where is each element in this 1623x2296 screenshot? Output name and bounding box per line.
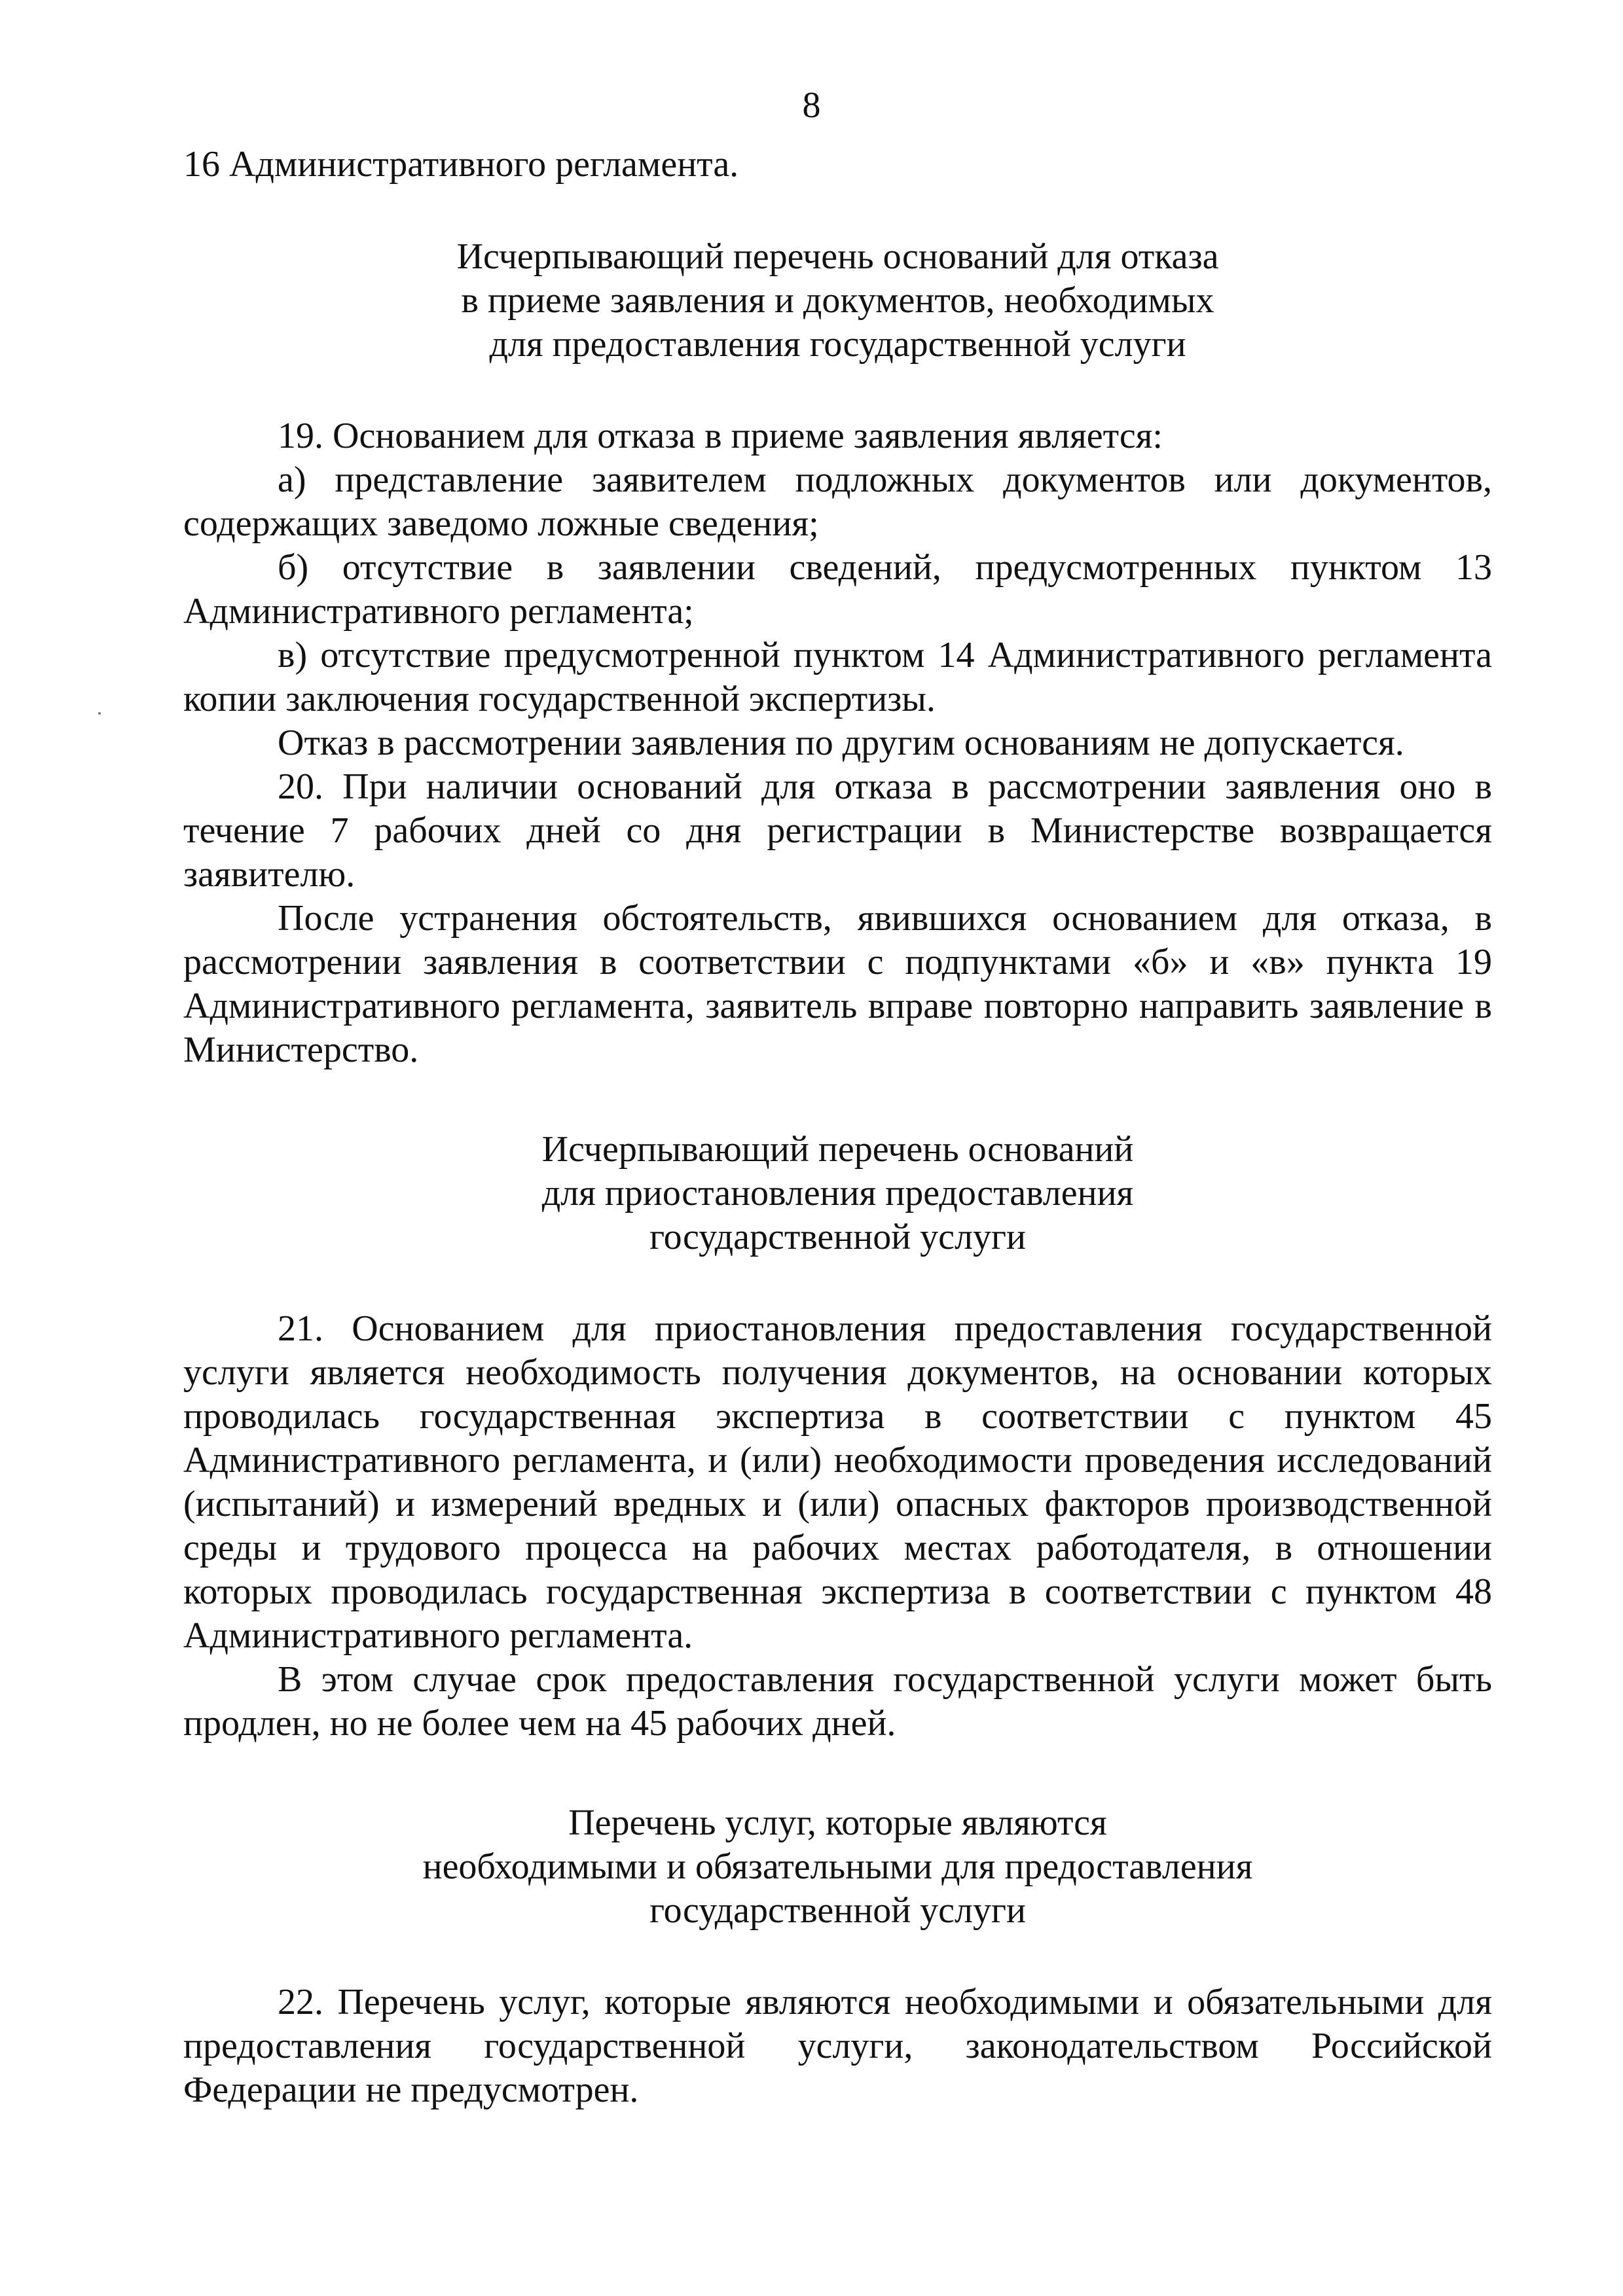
heading-line: в приеме заявления и документов, необходимых: [461, 280, 1214, 321]
paragraph-19-note: Отказ в рассмотрении заявления по другим основаниям не допускается.: [278, 723, 1404, 763]
heading-line: для предоставления государственной услуги: [489, 324, 1186, 365]
heading-line: Исчерпывающий перечень оснований для отказа: [456, 236, 1219, 277]
page-number: 8: [802, 85, 821, 126]
paragraph-19-intro: 19. Основанием для отказа в приеме заявления является:: [278, 416, 1163, 456]
section-heading-services: [183, 1801, 1492, 1933]
paragraph-19-b: б) отсутствие в заявлении сведений, предусмотренных пунктом 13 Административного регламента;: [183, 547, 1492, 632]
scan-speck: [98, 712, 101, 715]
paragraph-21-term: В этом случае срок предоставления государственной услуги может быть продлен, но не более чем на 45 рабочих дней.: [183, 1659, 1492, 1744]
heading-line: государственной услуги: [649, 1217, 1026, 1257]
heading-line: для приостановления предоставления: [541, 1173, 1134, 1213]
heading-line: Исчерпывающий перечень оснований: [541, 1129, 1134, 1170]
continuation-line: 16 Административного регламента.: [183, 144, 739, 185]
heading-line: государственной услуги: [649, 1890, 1026, 1931]
section-heading-suspension: [183, 1128, 1492, 1259]
paragraph-21: 21. Основанием для приостановления предоставления государственной услуги является необходимость получения документов, на основании которых проводилась государственная экспертиза в соответствии с пунктом 45 Административного регламента, и (или) необходимости проведения исследований (испытаний) и измерений вредных и (или) опасных факторов производственной среды и трудового процесса на рабочих местах работодателя, в отношении которых проводилась государственная экспертиза в соответствии с пунктом 48 Административного регламента.: [183, 1308, 1492, 1656]
section-heading-refusal: [183, 235, 1492, 367]
heading-line: Перечень услуг, которые являются: [568, 1803, 1107, 1843]
paragraph-20: 20. При наличии оснований для отказа в рассмотрении заявления оно в течение 7 рабочих дней со дня регистрации в Министерстве возвращается заявителю.: [183, 766, 1492, 895]
paragraph-19-c: в) отсутствие предусмотренной пунктом 14 Административного регламента копии заключения государственной экспертизы.: [183, 635, 1492, 719]
document-body: [183, 143, 1492, 2112]
paragraph-19-a: а) представление заявителем подложных документов или документов, содержащих заведомо ложные сведения;: [183, 459, 1492, 544]
paragraph-20-after: После устранения обстоятельств, явившихся основанием для отказа, в рассмотрении заявления в соответствии с подпунктами «б» и «в» пункта 19 Административного регламента, заявитель вправе повторно направить заявление в Министерство.: [183, 898, 1492, 1070]
paragraph-22: 22. Перечень услуг, которые являются необходимыми и обязательными для предоставления государственной услуги, законодательством Российской Федерации не предусмотрен.: [183, 1982, 1492, 2110]
heading-line: необходимыми и обязательными для предоставления: [422, 1846, 1253, 1887]
